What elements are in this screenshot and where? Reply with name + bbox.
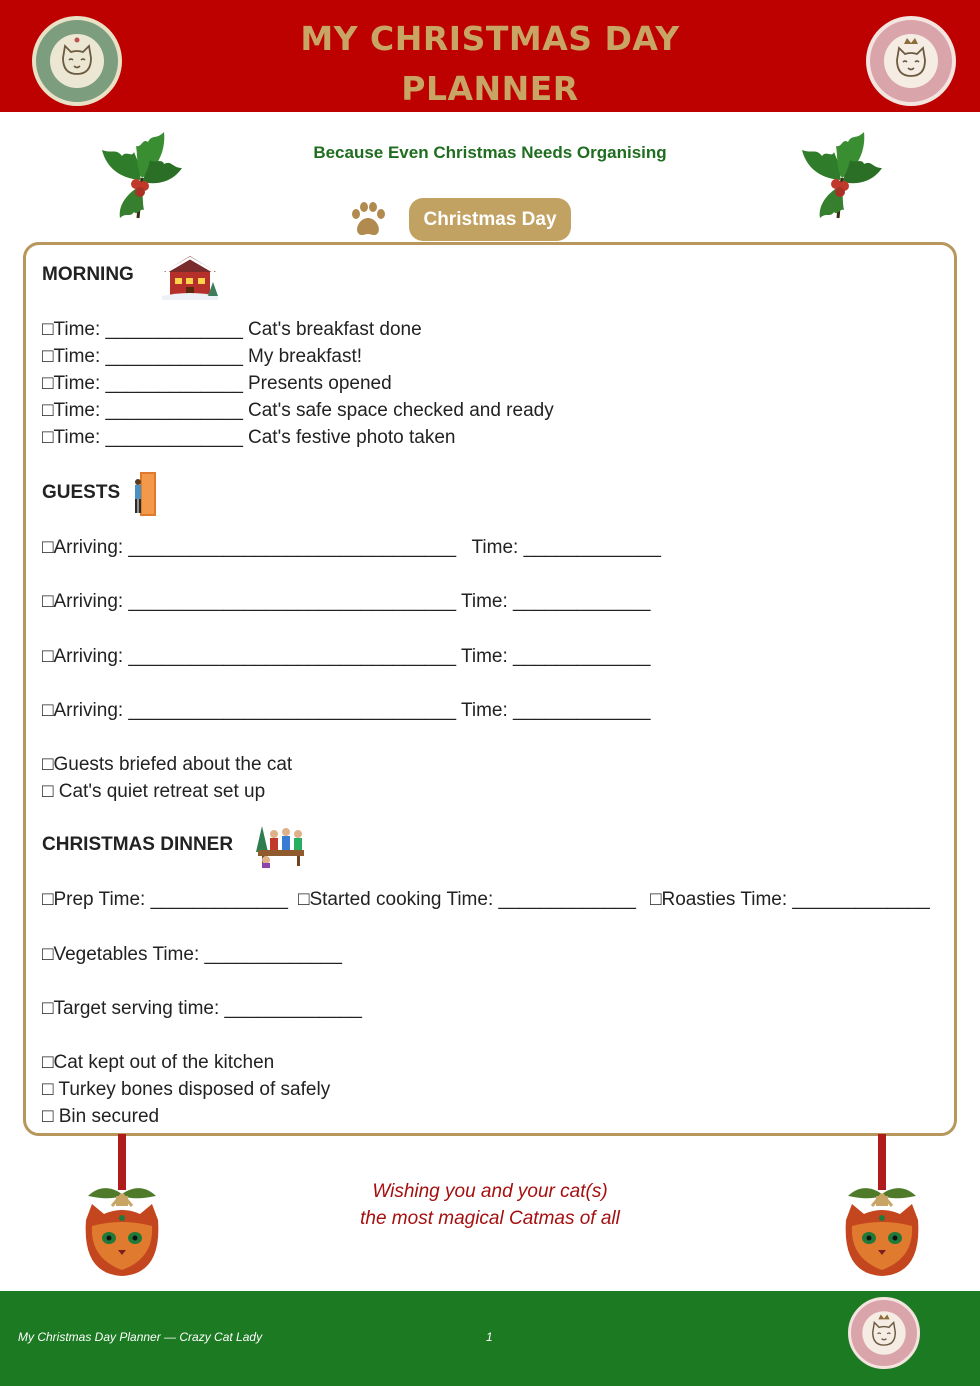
- morning-item-time[interactable]: □Time: _____________: [42, 373, 243, 394]
- guest-arrival-line[interactable]: □Arriving: _______________________________ Time: _____________: [42, 537, 661, 558]
- footer-text: My Christmas Day Planner — Crazy Cat Lady: [18, 1330, 263, 1344]
- section-heading-morning: MORNING: [42, 264, 134, 285]
- morning-item-time[interactable]: □Time: _____________: [42, 400, 243, 421]
- guest-arrival-line[interactable]: □Arriving: _______________________________ Time: _____________: [42, 700, 651, 721]
- dinner-time-roasties[interactable]: □Roasties Time: _____________: [650, 889, 930, 910]
- paw-print-icon: [348, 200, 388, 245]
- crazy-cat-lady-logo-right-icon: [866, 16, 956, 106]
- dinner-check-item[interactable]: □Cat kept out of the kitchen: [42, 1052, 275, 1073]
- guest-arrival-line[interactable]: □Arriving: _______________________________ Time: _____________: [42, 646, 651, 667]
- page-number: 1: [486, 1330, 493, 1344]
- holly-right-icon: [798, 128, 884, 227]
- dinner-check-item[interactable]: □ Turkey bones disposed of safely: [42, 1079, 331, 1100]
- guest-arrival-line[interactable]: □Arriving: _______________________________ Time: _____________: [42, 591, 651, 612]
- morning-item-time[interactable]: □Time: _____________: [42, 346, 243, 367]
- dinner-check-item[interactable]: □ Bin secured: [42, 1106, 160, 1127]
- dinner-time-vegetables[interactable]: □Vegetables Time: _____________: [42, 944, 342, 965]
- family-dinner-icon: [252, 822, 308, 873]
- crazy-cat-lady-logo-footer-icon: [848, 1297, 920, 1369]
- dinner-time-prep[interactable]: □Prep Time: _____________: [42, 889, 288, 910]
- cat-ornament-right-icon: [842, 1134, 922, 1285]
- page-subtitle: Because Even Christmas Needs Organising: [313, 143, 667, 162]
- cat-ornament-left-icon: [82, 1134, 162, 1285]
- morning-item-time[interactable]: □Time: _____________: [42, 319, 243, 340]
- title-line-2: PLANNER: [401, 69, 579, 108]
- closing-line-2: the most magical Catmas of all: [360, 1208, 620, 1229]
- holly-left-icon: [98, 128, 184, 227]
- christmas-day-badge: Christmas Day: [409, 198, 571, 241]
- title-line-1: MY CHRISTMAS DAY: [300, 19, 680, 58]
- guest-check-item[interactable]: □Guests briefed about the cat: [42, 754, 293, 775]
- dinner-time-target-serving[interactable]: □Target serving time: _____________: [42, 998, 362, 1019]
- snowy-house-icon: [162, 252, 218, 305]
- morning-item-task: My breakfast!: [248, 346, 363, 367]
- morning-item-task: Cat's breakfast done: [248, 319, 422, 340]
- closing-message: [290, 1178, 690, 1232]
- morning-item-task: Presents opened: [248, 373, 392, 394]
- crazy-cat-lady-logo-left-icon: [32, 16, 122, 106]
- section-heading-guests: GUESTS: [42, 482, 121, 503]
- closing-line-1: Wishing you and your cat(s): [372, 1181, 608, 1202]
- morning-item-task: Cat's festive photo taken: [248, 427, 456, 448]
- morning-item-task: Cat's safe space checked and ready: [248, 400, 554, 421]
- dinner-time-started-cooking[interactable]: □Started cooking Time: _____________: [298, 889, 636, 910]
- guest-check-item[interactable]: □ Cat's quiet retreat set up: [42, 781, 266, 802]
- page-title: [190, 14, 790, 114]
- door-icon: [132, 470, 158, 523]
- section-heading-dinner: CHRISTMAS DINNER: [42, 834, 234, 855]
- morning-item-time[interactable]: □Time: _____________: [42, 427, 243, 448]
